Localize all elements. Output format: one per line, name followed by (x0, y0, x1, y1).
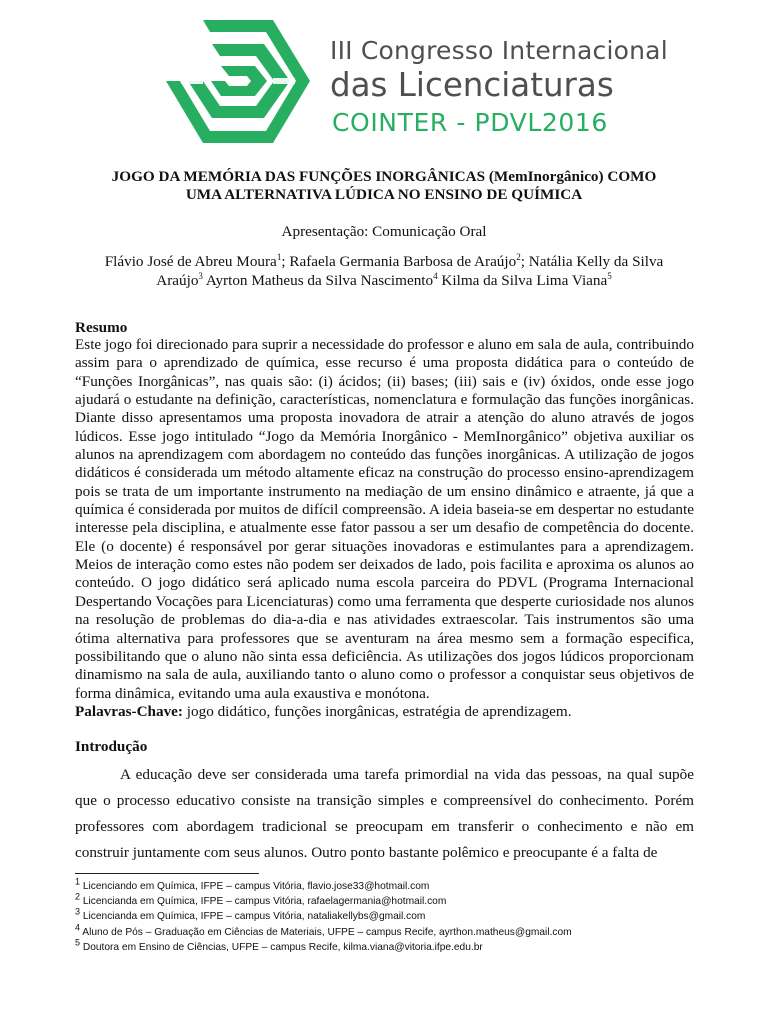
footnote (75, 937, 572, 955)
cointer-logo-icon (163, 14, 313, 149)
introduction-heading: Introdução (75, 738, 148, 755)
footnote-mark: 2 (75, 891, 81, 902)
abstract-text: Este jogo foi direcionado para suprir a necessidade do professor e aluno em sala de aula, contribuindo assim para o aprendizado de química, esse recurso é uma proposta didática para o conteúdo de “Funções Inorgânicas”, nas quais são: (i) ácidos; (ii) bases; (iii) sais e (iv) óxidos, onde esse jogo ajudará o estudante na definição, características, nomenclatura e formulação das funções inorgânicas. Diante disso apresentamos uma proposta inovadora de atrair a atenção do aluno através de jogos lúdicos. Esse jogo intitulado “Jogo da Memória Inorgânico - MemInorgânico” objetiva auxiliar os alunos na aprendizagem com abordagem no conteúdo das funções inorgânicas. A utilização de jogos didáticos é considerada um método altamente eficaz na construção do processo ensino-aprendizagem pois se trata de um importante instrumento na mediação de um ensino dinâmico e atraente, já que a química é considerada por muitos de difícil compreensão. A ideia baseia-se em despertar no estudante interesse pela disciplina, e atualmente esse fator passou a ser um desafio de competência do docente. Ele (o docente) é responsável por gerar situações inovadoras e estimulantes para a aprendizagem. Meios de interação como estes não podem ser deixados de lado, pois facilita e aproxima os alunos ao conteúdo. O jogo didático será aplicado numa escola parceira do PDVL (Programa Internacional Despertando Vocações para Licenciaturas) como uma ferramenta que desperte curiosidade nos alunos na resolução de problemas do dia-a-dia e nas atividades extraescolar. Tais instrumentos são uma ótima alternativa para professores que se aventuram na área mesmo sem a formação especifica, possibilitando que o aluno não sinta essa deficiência. As utilizações dos jogos lúdicos proporcionam dinamismo na sala de aula, auxiliando tanto o aluno como o professor a conquistar seus objetivos de forma dinâmica, evitando uma aula exaustiva e monótona. (75, 336, 694, 702)
footnote-text: Doutora em Ensino de Ciências, UFPE – campus Recife, kilma.viana@vitoria.ifpe.edu.br (80, 941, 483, 953)
footnote-mark: 1 (75, 876, 81, 887)
presentation-type: Apresentação: Comunicação Oral (281, 223, 487, 240)
footnote (75, 909, 572, 924)
footnote-text: Aluno de Pós – Graduação em Ciências de Materiais, UFPE – campus Recife, ayrthon.matheus@gmail.com (80, 926, 572, 938)
keywords-text: jogo didático, funções inorgânicas, estratégia de aprendizagem. (182, 703, 572, 720)
author-footnote-mark: 3 (198, 270, 203, 281)
author-name: Ayrton Matheus da Silva Nascimento (205, 272, 434, 289)
footnote-mark: 3 (75, 907, 81, 918)
author-footnote-mark: 2 (516, 251, 521, 262)
author-footnote-mark: 1 (276, 251, 282, 262)
footnote (75, 876, 572, 894)
author-separator: ; (520, 253, 529, 270)
footnote (75, 922, 572, 940)
footnote-mark: 4 (75, 922, 81, 933)
author-list (80, 252, 688, 290)
footnotes (75, 876, 572, 955)
author-footnote-mark: 5 (607, 270, 612, 281)
footnote-mark: 5 (75, 937, 81, 948)
abstract-heading: Resumo (75, 319, 128, 336)
footnote-text: Licencianda em Química, IFPE – campus Vitória, rafaelagermania@hotmail.com (80, 896, 447, 908)
introduction-text: A educação deve ser considerada uma tarefa primordial na vida das pessoas, na qual supõe que o processo educativo consiste na transição simples e compreensível do conhecimento. Porém professores com abordagem tradicional se preocupam em transferir o conhecimento e não em construir juntamente com seus alunos. Outro ponto bastante polêmico e preocupante é a falta de (75, 766, 694, 861)
footnote-divider (75, 873, 259, 874)
footnote-text: Licencianda em Química, IFPE – campus Vitória, nataliakellybs@gmail.com (80, 911, 426, 923)
author-name: Kilma da Silva Lima Viana (441, 272, 608, 289)
author-footnote-mark: 4 (433, 270, 438, 281)
footnote-text: Licenciando em Química, IFPE – campus Vitória, flavio.jose33@hotmail.com (80, 881, 430, 892)
author-name: Rafaela Germania Barbosa de Araújo (289, 253, 517, 270)
keywords-label: Palavras-Chave: (75, 703, 183, 720)
author-name: Flávio José de Abreu Moura (104, 253, 277, 270)
congress-edition: COINTER - PDVL2016 (332, 108, 608, 137)
author-separator: ; (281, 253, 290, 270)
author-name: Natália Kelly da Silva Araújo (156, 253, 664, 289)
keywords (75, 703, 694, 721)
congress-name-line2: das Licenciaturas (330, 66, 614, 104)
congress-name-line1: III Congresso Internacional (330, 36, 668, 65)
paper-title: JOGO DA MEMÓRIA DAS FUNÇÕES INORGÂNICAS (MemInorgânico) COMO UMA ALTERNATIVA LÚDICA NO ENSINO DE QUÍMICA (111, 168, 657, 203)
footnote (75, 891, 572, 909)
